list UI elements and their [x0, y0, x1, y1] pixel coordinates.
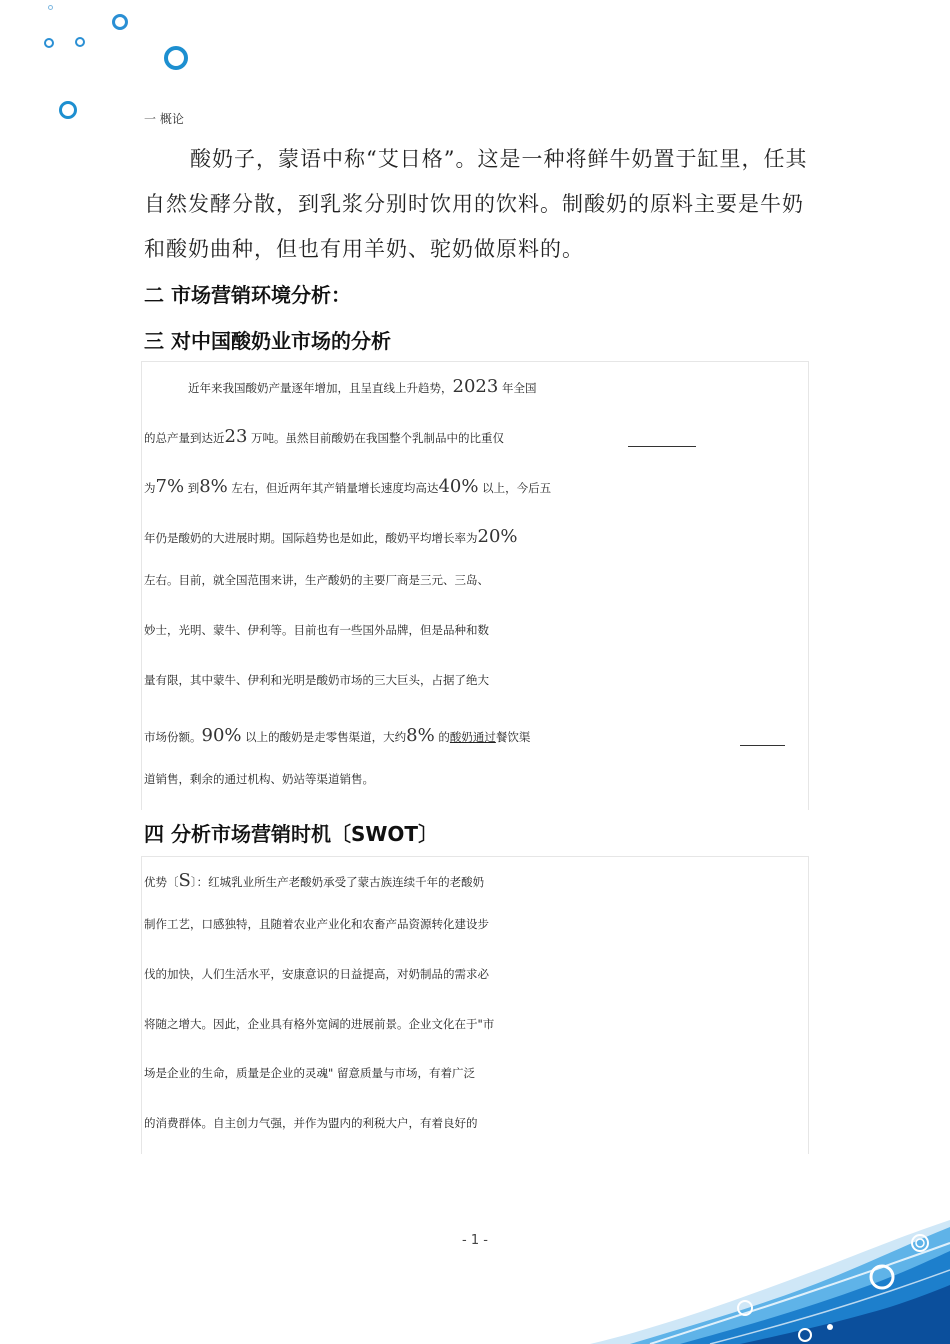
text: 年全国: [498, 381, 537, 395]
swot-line-6: 的消费群体。自主创力气强，并作为盟内的利税大户，有着良好的: [144, 1116, 478, 1130]
text: 的总产量到达近: [144, 431, 225, 445]
swot-line-1: [144, 870, 484, 891]
market-line-8: [144, 725, 530, 746]
section-label-overview: 一 概论: [144, 112, 184, 126]
text: 到: [184, 481, 200, 495]
underlined-text: 酸奶通过: [449, 730, 496, 744]
retail-share-value: 90%: [201, 725, 242, 746]
decor-bubble-icon: [112, 14, 128, 30]
share-low-value: 7%: [155, 476, 185, 497]
market-line-4: [144, 526, 518, 547]
decor-bubble-icon: [75, 37, 85, 47]
market-line-6: 妙士，光明、蒙牛、伊利等。目前也有一些国外品牌，但是品种和数: [144, 623, 489, 637]
swot-line-4: 将随之增大。因此，企业具有格外宽阔的进展前景。企业文化在于"市: [144, 1017, 495, 1031]
text: 的: [434, 730, 450, 744]
swot-panel: [141, 856, 809, 1154]
swot-line-5: 场是企业的生命，质量是企业的灵魂" 留意质量与市场，有着广泛: [144, 1066, 475, 1080]
year-value: 2023: [452, 376, 499, 397]
catering-share-value: 8%: [406, 725, 435, 746]
avg-growth-value: 20%: [477, 526, 518, 547]
decor-bubble-icon: [48, 5, 53, 10]
intro-line-2: 自然发酵分散，到乳浆分别时饮用的饮料。制酸奶的原料主要是牛奶: [144, 192, 804, 216]
decor-bubble-icon: [164, 46, 188, 70]
text: 近年来我国酸奶产量逐年增加，且呈直线上升趋势，: [188, 381, 453, 395]
underline-mark: [740, 745, 785, 746]
intro-line-1: 酸奶子，蒙语中称“艾日格”。这是一种将鲜牛奶置于缸里，任其: [190, 147, 808, 171]
text: 优势〔: [144, 875, 179, 889]
text: 为: [144, 481, 156, 495]
market-line-7: 量有限，其中蒙牛、伊利和光明是酸奶市场的三大巨头，占据了绝大: [144, 673, 489, 687]
text: 〕：红城乳业所生产老酸奶承受了蒙古族连续千年的老酸奶: [190, 875, 485, 889]
text: 万吨。虽然目前酸奶在我国整个乳制品中的比重仅: [247, 431, 505, 445]
market-line-5: 左右。目前，就全国范围来讲，生产酸奶的主要厂商是三元、三岛、: [144, 573, 489, 587]
text: 市场份额。: [144, 730, 202, 744]
underline-mark: [628, 446, 696, 447]
text: 餐饮渠: [495, 730, 531, 744]
decor-bubble-icon: [59, 101, 77, 119]
market-line-3: [144, 476, 551, 497]
text: 年仍是酸奶的大进展时期。国际趋势也是如此，酸奶平均增长率为: [144, 531, 478, 545]
decor-bubble-icon: [44, 38, 54, 48]
heading-china-yogurt-market: 三 对中国酸奶业市场的分析: [144, 329, 391, 353]
page-number: - 1 -: [462, 1233, 488, 1248]
market-line-1: [188, 376, 536, 397]
swot-line-2: 制作工艺，口感独特，且随着农业产业化和农畜产品资源转化建设步: [144, 917, 489, 931]
market-line-2: [144, 426, 504, 447]
decor-wave-icon: [590, 1215, 950, 1344]
text: 以上，今后五: [478, 481, 552, 495]
market-line-9: 道销售，剩余的通过机构、奶站等渠道销售。: [144, 772, 374, 786]
text: 以上的酸奶是走零售渠道，大约: [241, 730, 407, 744]
text: 左右，但近两年其产销量增长速度均高达: [227, 481, 439, 495]
swot-line-3: 伐的加快，人们生活水平，安康意识的日益提高，对奶制品的需求必: [144, 967, 489, 981]
share-high-value: 8%: [199, 476, 228, 497]
output-value: 23: [224, 426, 248, 447]
growth-value: 40%: [438, 476, 479, 497]
heading-market-environment: 二 市场营销环境分析：: [144, 283, 351, 307]
intro-line-3: 和酸奶曲种，但也有用羊奶、驼奶做原料的。: [144, 237, 584, 261]
heading-swot: 四 分析市场营销时机〔SWOT〕: [144, 822, 439, 846]
strength-letter: S: [178, 870, 191, 891]
